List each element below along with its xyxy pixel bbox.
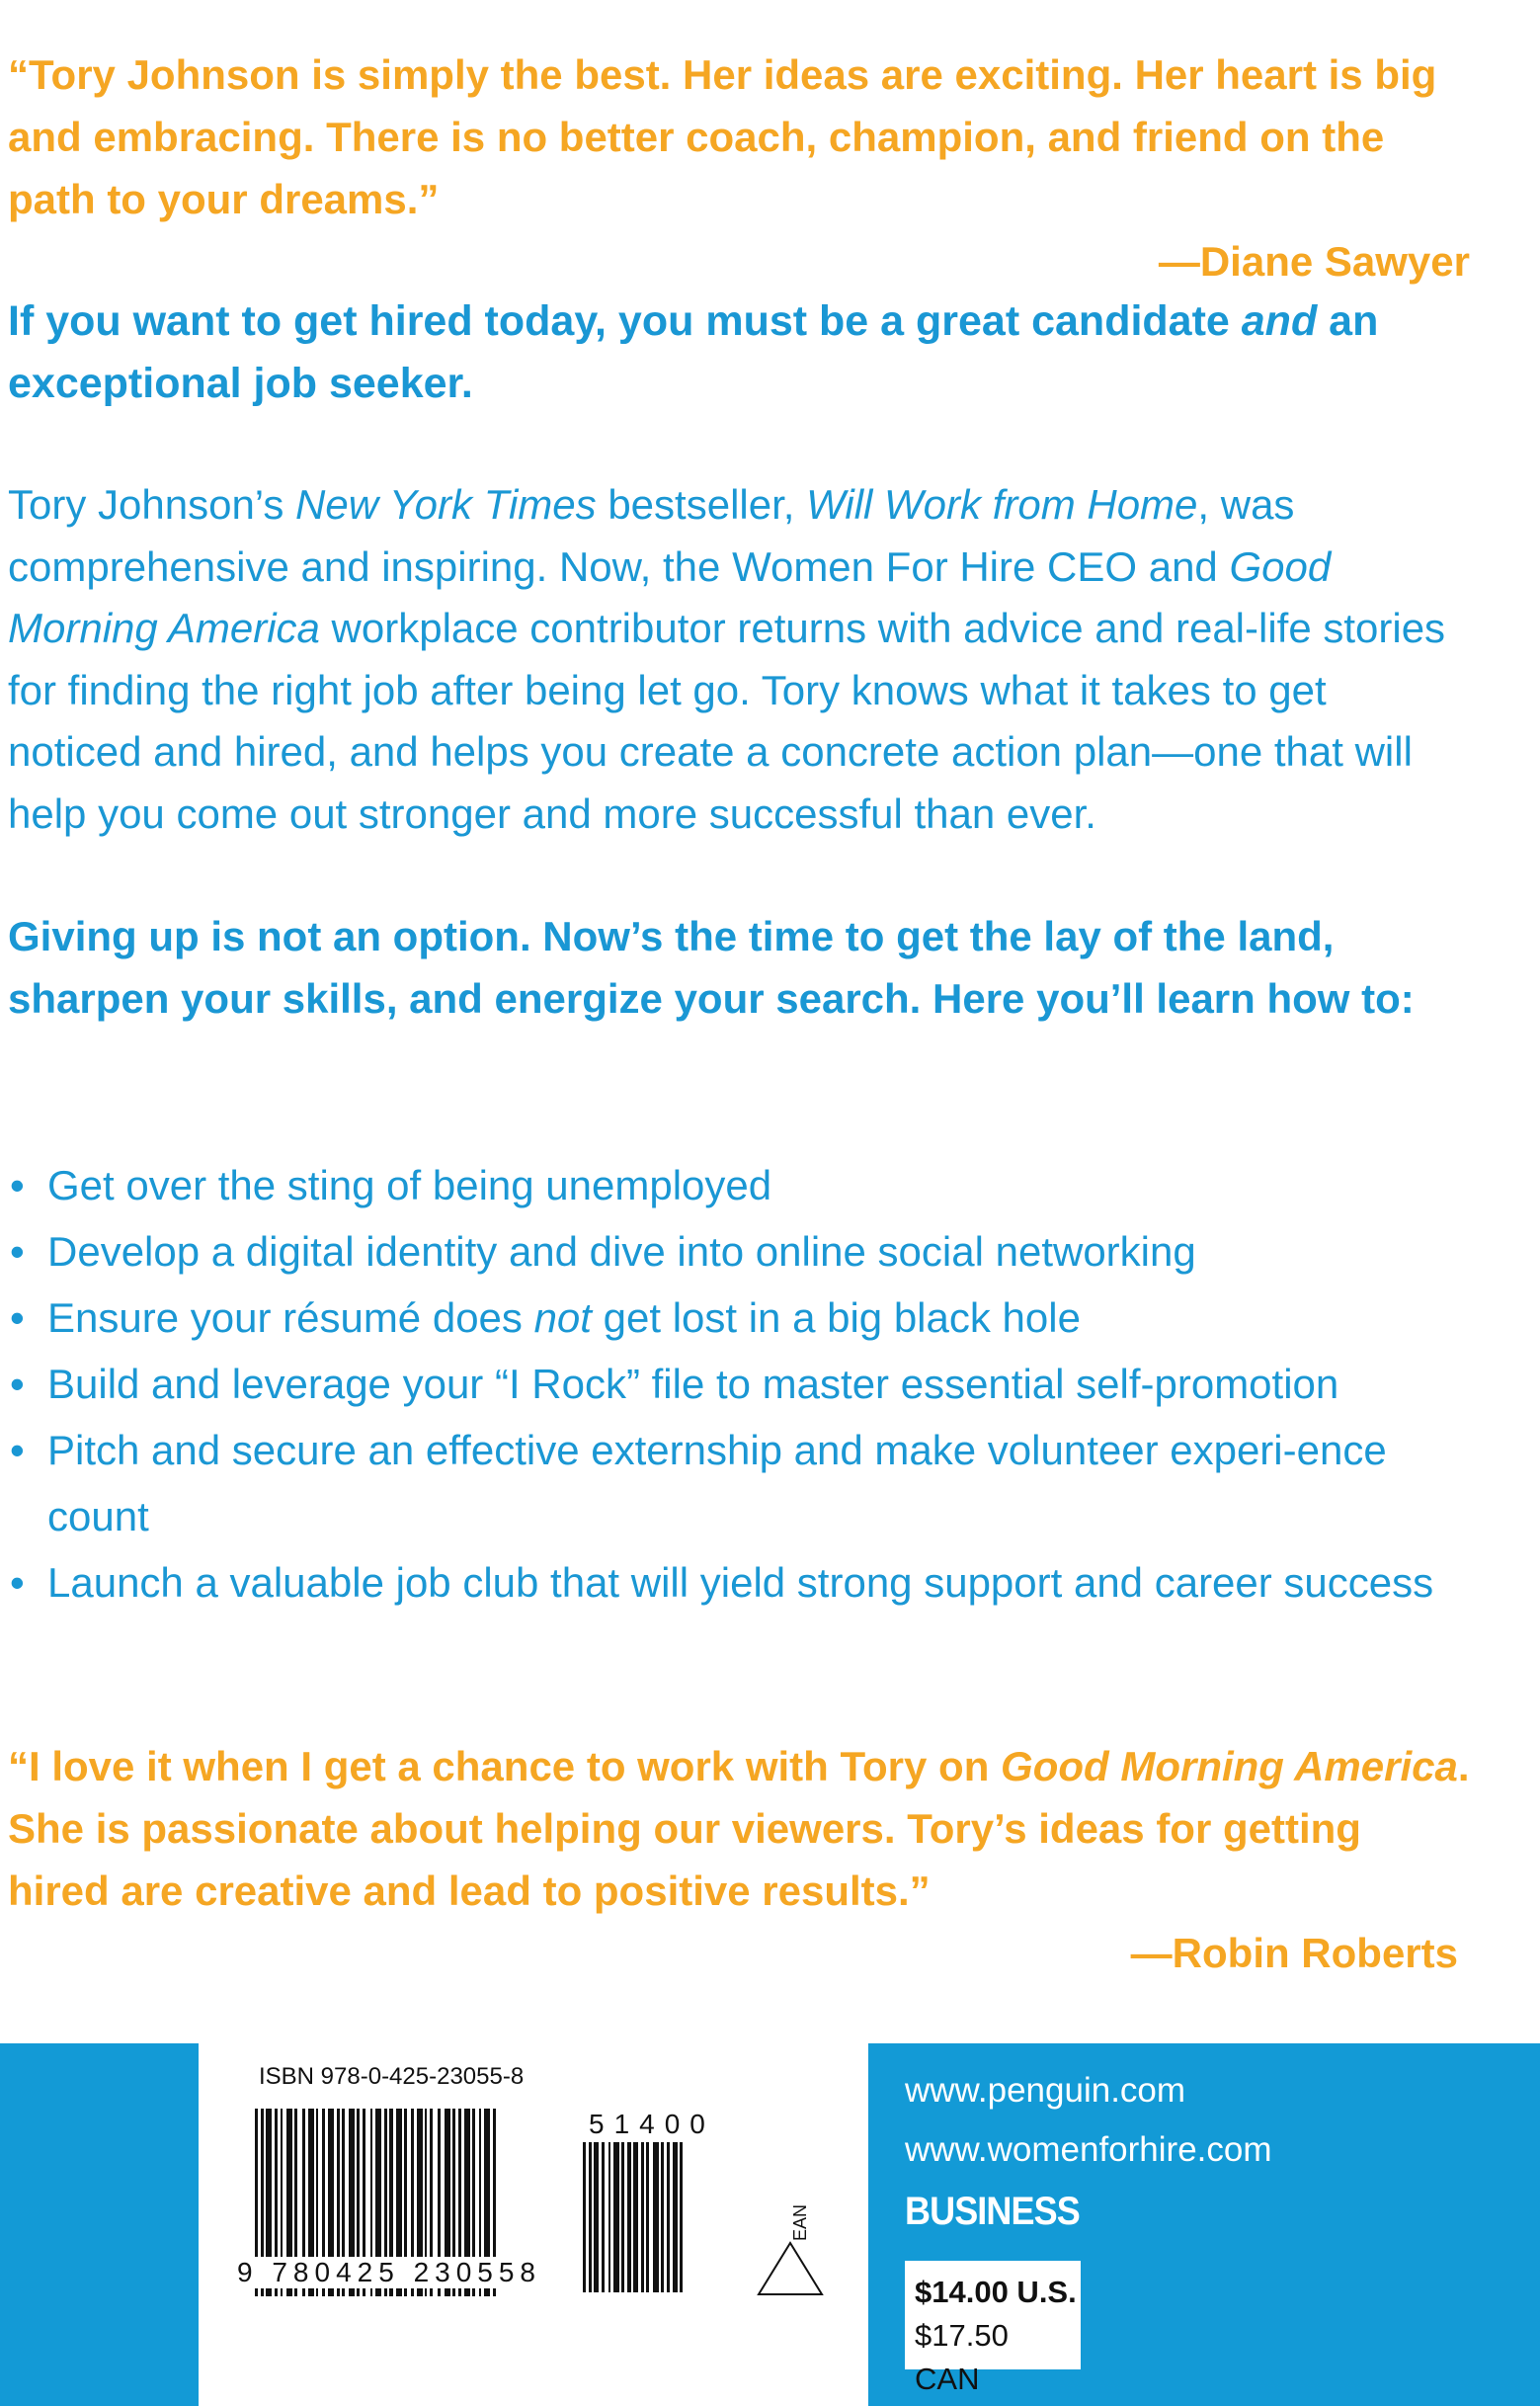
price-box xyxy=(905,2261,1081,2396)
barcode-digits: 9 780425 230558 xyxy=(233,2257,545,2288)
url-womenforhire[interactable]: www.womenforhire.com xyxy=(905,2130,1272,2169)
list-item: • Develop a digital identity and dive into online social networking xyxy=(8,1218,1470,1285)
lead-text-b: an exceptional job seeker. xyxy=(8,297,1379,407)
quote-attribution: —Diane Sawyer xyxy=(1158,238,1470,285)
publisher-links xyxy=(905,2061,1272,2180)
desc-part: bestseller, xyxy=(596,481,807,528)
barcode-stripe xyxy=(683,2142,686,2292)
desc-italic: Will Work from Home xyxy=(806,481,1198,528)
quote-text: “I love it when I get a chance to work with Tory on xyxy=(8,1743,1002,1789)
list-item xyxy=(8,1285,1470,1351)
ean-label: EAN xyxy=(790,2203,810,2241)
list-item: • Launch a valuable job club that will yield strong support and career success xyxy=(8,1549,1470,1616)
description-paragraph xyxy=(8,474,1470,845)
price-can: $17.50 CAN xyxy=(915,2318,1009,2396)
category-label: BUSINESS xyxy=(905,2190,1080,2233)
quote-robin-roberts xyxy=(8,1735,1470,1984)
list-item-italic: not xyxy=(533,1294,592,1341)
quote-text: “Tory Johnson is simply the best. Her ideas are exciting. Her heart is big and embracing. There is no better coach, champion, and friend on the path to your dreams.” xyxy=(8,51,1437,222)
quote-text: . She is passionate about helping our viewers. Tory’s ideas for getting hired are creative and lead to positive results.” xyxy=(8,1743,1470,1914)
desc-part: Tory Johnson’s xyxy=(8,481,296,528)
barcode-addon-digits: 51400 xyxy=(589,2109,715,2139)
quote-diane-sawyer xyxy=(8,43,1470,292)
list-item: • Get over the sting of being unemployed xyxy=(8,1152,1470,1218)
lead-statement xyxy=(8,290,1470,415)
price-us: $14.00 U.S. xyxy=(915,2275,1077,2309)
price-barcode-icon xyxy=(583,2142,731,2292)
list-item: • Build and leverage your “I Rock” file to master essential self-promotion xyxy=(8,1351,1470,1417)
desc-italic: New York Times xyxy=(295,481,597,528)
lead-statement-2: Giving up is not an option. Now’s the time to get the lay of the land, sharpen your skills, and energize your search. Here you’ll learn how to: xyxy=(8,913,1415,1022)
lead-text-italic: and xyxy=(1241,297,1318,345)
url-penguin[interactable]: www.penguin.com xyxy=(905,2071,1186,2110)
desc-part: workplace contributor returns with advice and real-life stories for finding the right job after being let go. Tory knows what it takes to get noticed and hired, and helps you create a concrete action plan—one that will help you come out stronger and more successful than ever. xyxy=(8,605,1446,837)
list-item-text: get lost in a big black hole xyxy=(591,1294,1081,1341)
list-item-text: Ensure your résumé does xyxy=(47,1294,534,1341)
bullet-list xyxy=(8,1152,1470,1616)
isbn-label: ISBN 978-0-425-23055-8 xyxy=(259,2063,525,2090)
lead-text-a: If you want to get hired today, you must be a great candidate xyxy=(8,297,1242,345)
quote-attribution: —Robin Roberts xyxy=(1130,1930,1458,1976)
quote-italic: Good Morning America xyxy=(1001,1743,1458,1789)
desc-italic: Good Morning America xyxy=(8,542,1332,651)
list-item: • Pitch and secure an effective externship and make volunteer experi-ence count xyxy=(8,1417,1470,1549)
desc-part: , was comprehensive and inspiring. Now, the Women For Hire CEO and xyxy=(8,481,1295,590)
triangle-icon xyxy=(755,2239,826,2298)
